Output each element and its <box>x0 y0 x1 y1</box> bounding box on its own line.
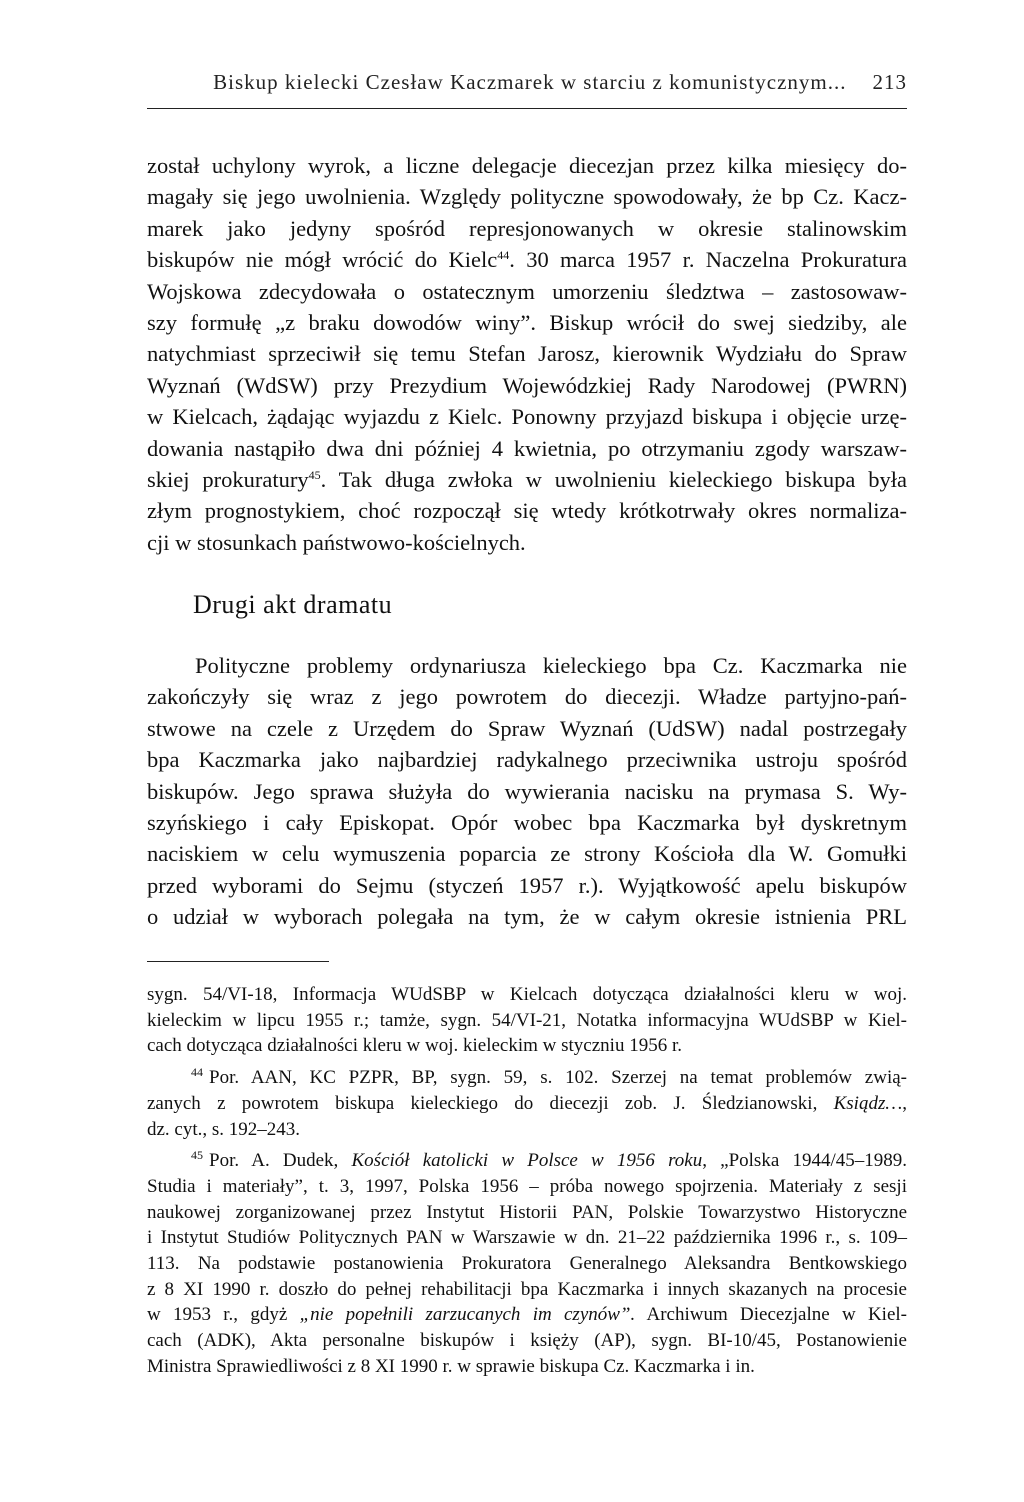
fn-line: cach (ADK), Akta personalne biskupów i księży (AP), sygn. BI-10/45, Postanowienie <box>147 1330 907 1352</box>
p1-line: szy formułę „z braku dowodów winy”. Biskup wrócił do swej siedziby, ale <box>147 310 907 336</box>
p1-line: marek jako jedyny spośród represjonowanych w okresie stalinowskim <box>147 215 907 241</box>
p1-line: natychmiast sprzeciwił się temu Stefan Jarosz, kierownik Wydziału do Spraw <box>147 341 907 367</box>
p1-line-text: skiej prokuratury <box>147 467 309 493</box>
fn-line <box>147 1091 907 1117</box>
p1-line: cji w stosunkach państwowo-kościelnych. <box>147 529 526 555</box>
p1-line: złym prognostykiem, choć rozpoczął się wtedy krótkotrwały okres normaliza- <box>147 498 907 524</box>
body-paragraph-2 <box>147 650 907 933</box>
fn-line: i Instytut Studiów Politycznych PAN w Warszawie w dn. 21–22 października 1996 r., s. 109– <box>147 1227 907 1249</box>
footnote-ref-44: 44 <box>497 248 510 263</box>
body-paragraph-1 <box>147 150 907 558</box>
fn-line-text: , <box>902 1092 907 1114</box>
fn-line-text: Por. A. Dudek, <box>209 1150 352 1172</box>
footnote-45 <box>147 1148 907 1379</box>
p2-line: naciskiem w celu wymuszenia poparcia ze strony Kościoła dla W. Gomułki <box>147 841 907 867</box>
p1-line <box>147 244 907 275</box>
fn-italic-title: Ksiądz… <box>833 1092 903 1114</box>
section-heading: Drugi akt dramatu <box>193 590 393 619</box>
p1-line-text: . 30 marca 1957 r. Naczelna Prokuratura <box>509 247 908 273</box>
p1-line: Wyznań (WdSW) przy Prezydium Wojewódzkiej Rady Narodowej (PWRN) <box>147 372 907 398</box>
fn-line-text: zanych z powrotem biskupa kieleckiego do diecezji zob. J. Śledzianowski, <box>147 1092 834 1114</box>
p1-line-text: . Tak długa zwłoka w uwolnieniu kieleckiego biskupa była <box>320 467 907 493</box>
p2-line: o udział w wyborach polegała na tym, że w całym okresie istnienia PRL <box>147 904 907 930</box>
p1-line: w Kielcach, żądając wyjazdu z Kielc. Ponowny przyjazd biskupa i objęcie urzę- <box>147 404 907 430</box>
p2-line: przed wyborami do Sejmu (styczeń 1957 r.). Wyjątkowość apelu biskupów <box>147 872 907 898</box>
p2-line: bpa Kaczmarka jako najbardziej radykalnego przeciwnika ustroju spośród <box>147 747 907 773</box>
p2-line: szyńskiego i cały Episkopat. Opór wobec bpa Kaczmarka był dyskretnym <box>147 810 907 836</box>
footnote-continuation <box>147 982 907 1059</box>
running-head-title: Biskup kielecki Czesław Kaczmarek w starciu z komunistycznym... <box>213 70 847 94</box>
fn-line-text: Por. AAN, KC PZPR, BP, sygn. 59, s. 102. Szerzej na temat problemów zwią- <box>209 1067 907 1089</box>
fn-line: Studia i materiały”, t. 3, 1997, Polska 1956 – próba nowego spojrzenia. Materiały z sesji <box>147 1175 907 1197</box>
p2-line: zakończyły się wraz z jego powrotem do diecezji. Władze partyjno-pań- <box>147 684 907 710</box>
p1-line: został uchylony wyrok, a liczne delegacje diecezjan przez kilka miesięcy do- <box>147 153 907 178</box>
fn-line <box>147 1065 907 1091</box>
p1-line-text: biskupów nie mógł wrócić do Kielc <box>147 247 498 273</box>
fn-line: sygn. 54/VI-18, Informacja WUdSBP w Kielcach dotycząca działalności kleru w woj. <box>147 984 907 1005</box>
fn-line-text: , „Polska 1944/45–1989. <box>702 1150 907 1172</box>
fn-line: kieleckim w lipcu 1955 r.; tamże, sygn. 54/VI-21, Notatka informacyjna WUdSBP w Kiel- <box>147 1009 907 1031</box>
running-head <box>147 70 907 95</box>
p1-line: Wojskowa zdecydowała o ostatecznym umorzeniu śledztwa – zastosowaw- <box>147 278 907 304</box>
footnote-number: 45 <box>191 1148 203 1163</box>
footnote-rule <box>147 961 329 962</box>
header-rule <box>147 108 907 109</box>
footnote-44 <box>147 1065 907 1142</box>
fn-line: cach dotycząca działalności kleru w woj. kieleckim w styczniu 1956 r. <box>147 1035 682 1057</box>
p1-line: magały się jego uwolnienia. Względy polityczne spowodowały, że bp Cz. Kacz- <box>147 184 907 210</box>
fn-line: Ministra Sprawiedliwości z 8 XI 1990 r. w sprawie biskupa Cz. Kaczmarka i in. <box>147 1355 755 1377</box>
footnote-ref-45: 45 <box>308 468 321 483</box>
fn-line: naukowej zorganizowanej przez Instytut Historii PAN, Polskie Towarzystwo Historyczne <box>147 1201 907 1223</box>
footnotes <box>147 982 907 1386</box>
fn-line-text: Archiwum Diecezjalne w Kiel- <box>635 1304 907 1326</box>
fn-line <box>147 1148 907 1174</box>
fn-line-text: w 1953 r., gdyż <box>147 1304 300 1326</box>
fn-line: dz. cyt., s. 192–243. <box>147 1118 301 1140</box>
page-number: 213 <box>872 70 907 94</box>
p2-line: Polityczne problemy ordynariusza kieleckiego bpa Cz. Kaczmarka nie <box>195 653 907 678</box>
fn-line: 113. Na podstawie postanowienia Prokuratora Generalnego Aleksandra Bentkowskiego <box>147 1253 907 1275</box>
fn-line: z 8 XI 1990 r. doszło do pełnej rehabilitacji bpa Kaczmarka i innych skazanych na procesie <box>147 1278 907 1300</box>
fn-italic-title: Kościół katolicki w Polsce w 1956 roku <box>351 1150 703 1172</box>
fn-italic-quote: „nie popełnili zarzucanych im czynów”. <box>299 1304 636 1326</box>
p2-line: biskupów. Jego sprawa służyła do wywierania nacisku na prymasa S. Wy- <box>147 778 907 804</box>
p1-line: dowania nastąpiło dwa dni później 4 kwietnia, po otrzymaniu zgody warszaw- <box>147 435 907 461</box>
fn-line <box>147 1302 907 1328</box>
footnote-number: 44 <box>191 1065 203 1080</box>
p1-line <box>147 464 907 495</box>
p2-line: stwowe na czele z Urzędem do Spraw Wyznań (UdSW) nadal postrzegały <box>147 715 907 741</box>
